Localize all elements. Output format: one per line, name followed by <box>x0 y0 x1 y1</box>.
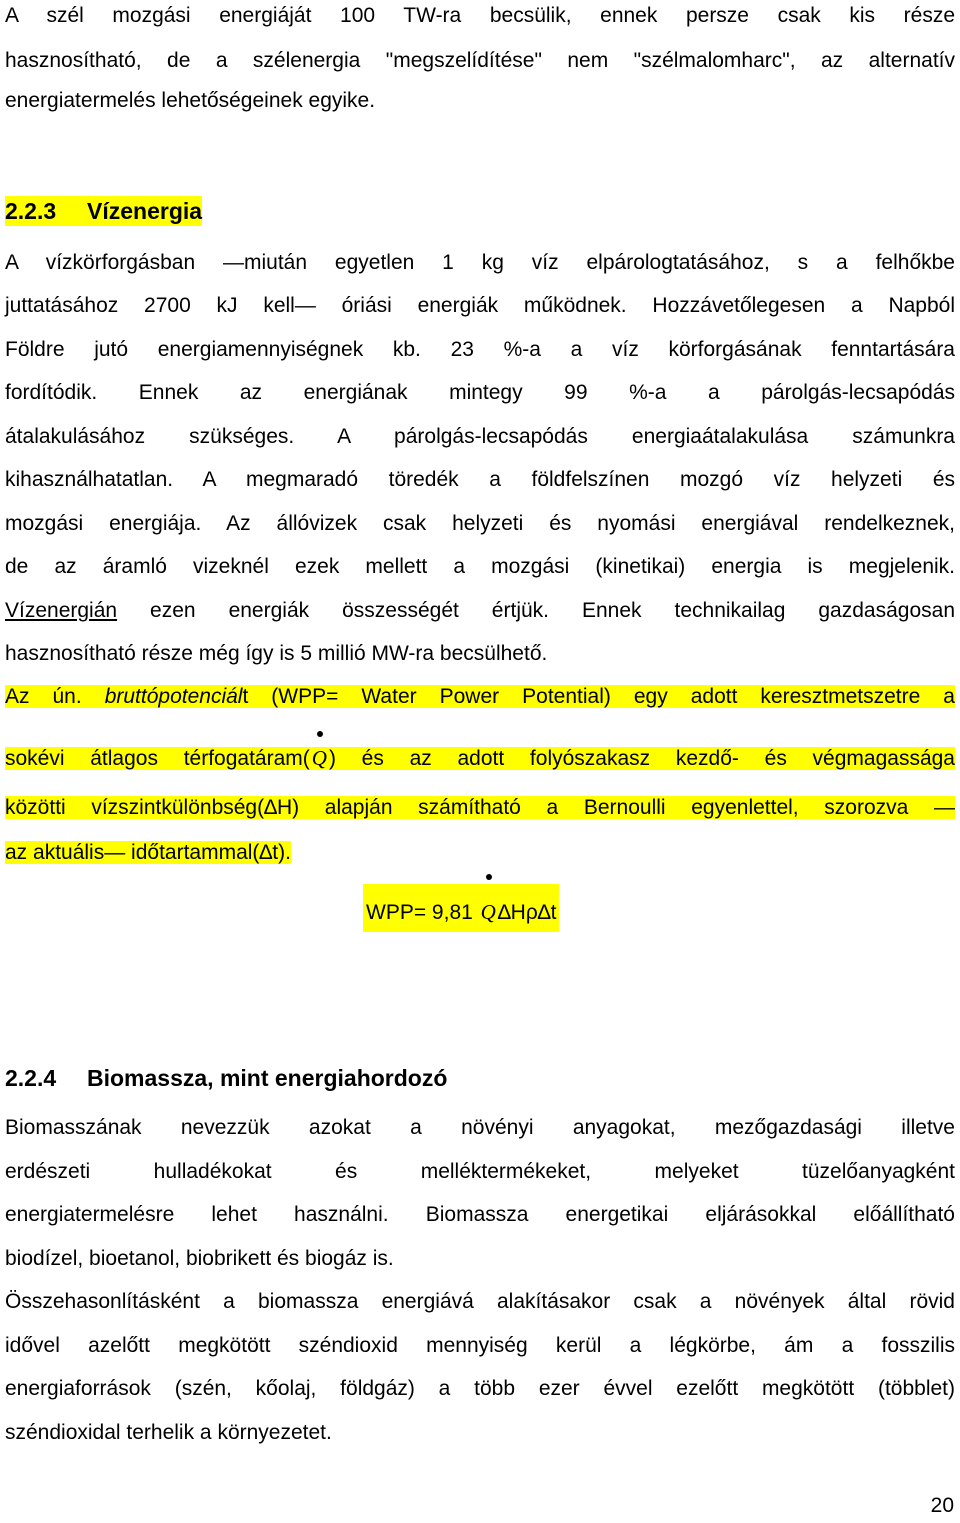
wpp-line-2-after: ) és az adott folyószakasz kezdő- és végmagassága <box>328 747 955 770</box>
water-line-3: Földre jutó energiamennyiségnek kb. 23 %-a a víz körforgásának fenntartására <box>5 338 955 361</box>
biomass-p2-line-1: Összehasonlításként a biomassza energiává alakításakor csak a növények által rövid <box>5 1290 955 1313</box>
wpp-line-4-text: az aktuális— időtartammal(∆t). <box>5 841 291 864</box>
water-line-8: de az áramló vizeknél ezek mellett a mozgási (kinetikai) energia is megjelenik. <box>5 555 955 578</box>
biomass-p2-line-3: energiaforrások (szén, kőolaj, földgáz) a több ezer évvel ezelőtt megkötött (többlet) <box>5 1377 955 1400</box>
intro-line-2: hasznosítható, de a szélenergia "megszelídítése" nem "szélmalomharc", az alternatív <box>5 49 955 72</box>
wpp-line-2-before: sokévi átlagos térfogatáram( <box>5 747 310 770</box>
wpp-prefix: Az ún. <box>5 685 105 708</box>
term-bruttopotencial: bruttópotenciál <box>104 685 243 708</box>
flow-rate-letter: Q <box>311 746 327 770</box>
water-line-7: mozgási energiája. Az állóvizek csak helyzeti és nyomási energiával rendelkeznek, <box>5 512 955 535</box>
water-line-9 <box>5 598 955 624</box>
water-line-5: átalakulásához szükséges. A párolgás-lecsapódás energiaátalakulása számunkra <box>5 425 955 448</box>
formula-flow-rate-symbol <box>479 884 498 940</box>
biomass-p1-line-1: Biomasszának nevezzük azokat a növényi anyagokat, mezőgazdasági illetve <box>5 1116 955 1139</box>
water-line-1: A vízkörforgásban —miután egyetlen 1 kg víz elpárologtatásához, s a felhőkbe <box>5 251 955 274</box>
formula-suffix: ∆Hρ∆t <box>497 901 557 924</box>
intro-line-1: A szél mozgási energiáját 100 TW-ra becsülik, ennek persze csak kis része <box>5 4 955 27</box>
dot-mark <box>486 874 492 880</box>
section-heading-water <box>5 196 202 226</box>
wpp-definition-line-3 <box>5 795 955 821</box>
biomass-p2-line-2: idővel azelőtt megkötött széndioxid mennyiség kerül a légkörbe, ám a fosszilis <box>5 1334 955 1357</box>
flow-rate-symbol <box>310 741 329 775</box>
biomass-p1-line-4: biodízel, bioetanol, biobrikett és biogáz is. <box>5 1247 394 1270</box>
section-number: 2.2.3 <box>5 198 57 224</box>
water-line-10: hasznosítható része még így is 5 millió MW-ra becsülhető. <box>5 642 548 665</box>
wpp-line-3-text: közötti vízszintkülönbség(∆H) alapján számítható a Bernoulli egyenlettel, szorozva — <box>5 796 955 819</box>
section-title: Vízenergia <box>87 198 203 224</box>
page-number: 20 <box>930 1494 954 1517</box>
dot-mark <box>317 731 323 737</box>
biomass-p1-line-2: erdészeti hulladékokat és melléktermékeket, melyeket tüzelőanyagként <box>5 1160 955 1183</box>
section-title: Biomassza, mint energiahordozó <box>87 1065 448 1091</box>
water-line-9-rest: ezen energiák összességét értjük. Ennek technikailag gazdaságosan <box>117 599 955 622</box>
section-heading-biomass <box>5 1063 447 1093</box>
water-line-6: kihasználhatatlan. A megmaradó töredék a földfelszínen mozgó víz helyzeti és <box>5 468 955 491</box>
wpp-definition-line-2 <box>5 741 955 775</box>
intro-line-3: energiatermelés lehetőségeinek egyike. <box>5 89 376 112</box>
section-number: 2.2.4 <box>5 1065 57 1091</box>
wpp-definition-line-1 <box>5 684 955 710</box>
biomass-p2-line-4: széndioxidal terhelik a környezetet. <box>5 1421 332 1444</box>
wpp-definition-line-4 <box>5 840 955 866</box>
formula-prefix: WPP= 9,81 <box>366 901 479 924</box>
term-vizenergian: Vízenergián <box>5 599 118 622</box>
water-line-2: juttatásához 2700 kJ kell— óriási energiák működnek. Hozzávetőlegesen a Napból <box>5 294 955 317</box>
wpp-formula <box>363 884 559 932</box>
formula-flow-rate-letter: Q <box>480 900 496 924</box>
wpp-line-1-rest: t (WPP= Water Power Potential) egy adott keresztmetszetre a <box>242 685 955 708</box>
water-line-4: fordítódik. Ennek az energiának mintegy 99 %-a a párolgás-lecsapódás <box>5 381 955 404</box>
biomass-p1-line-3: energiatermelésre lehet használni. Biomassza energetikai eljárásokkal előállítható <box>5 1203 955 1226</box>
